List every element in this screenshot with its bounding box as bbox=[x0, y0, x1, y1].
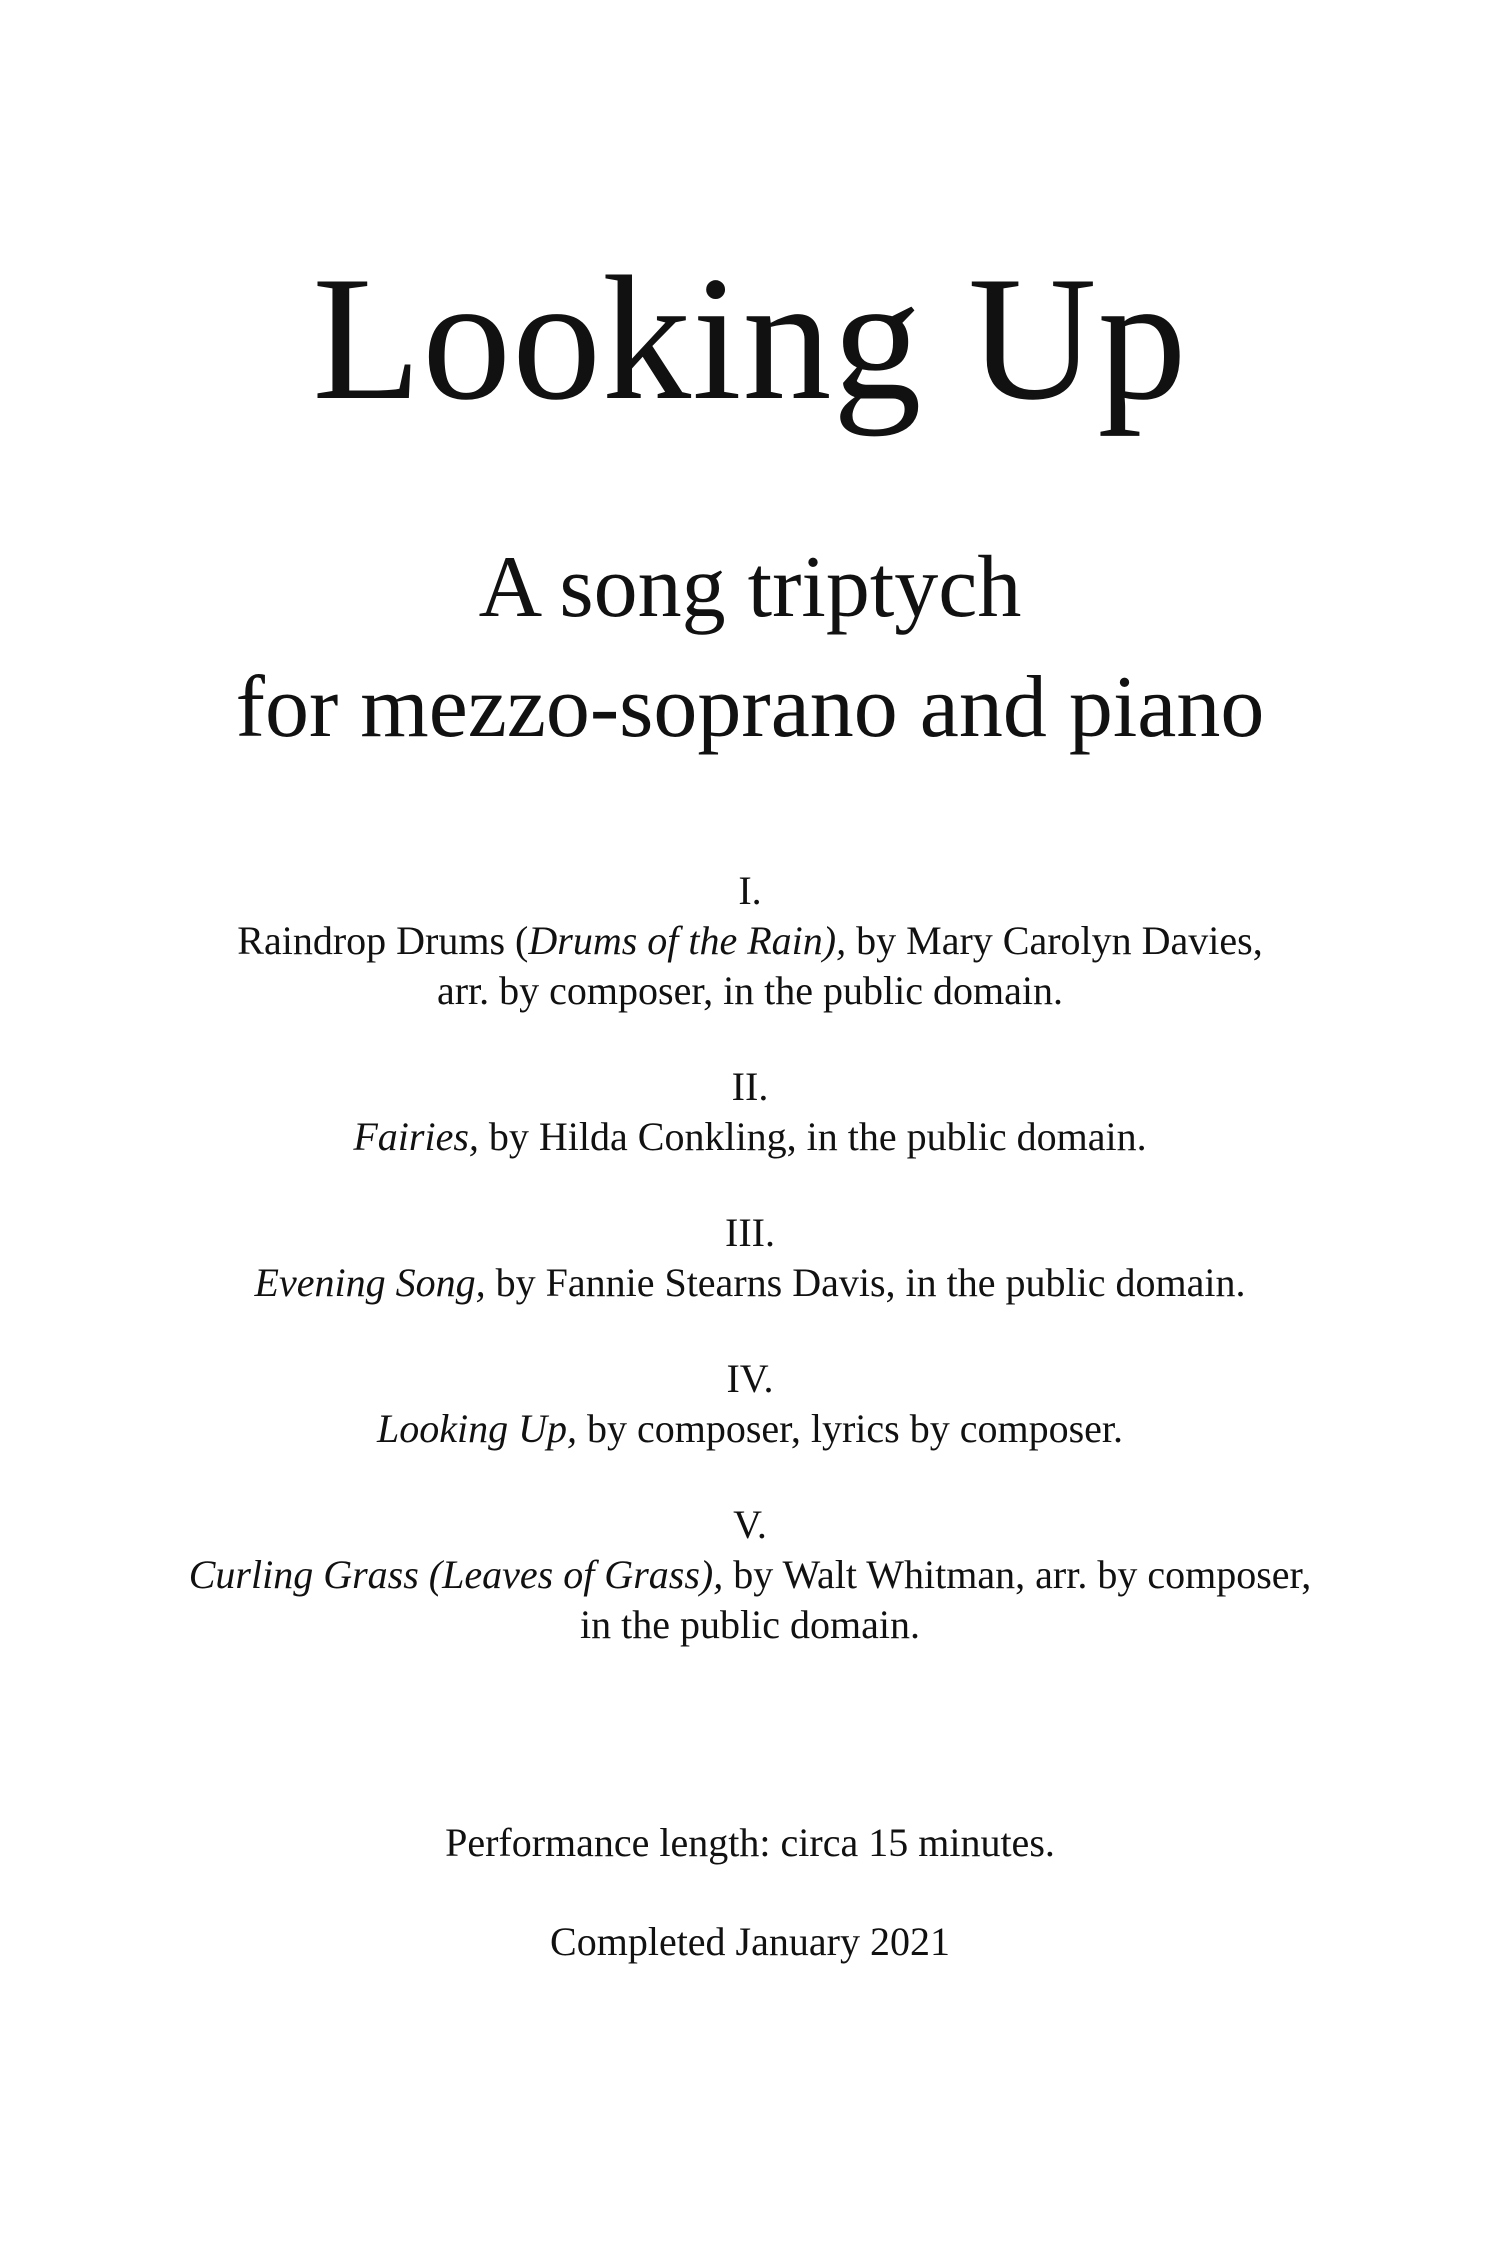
movement-list bbox=[0, 866, 1500, 1696]
movement-numeral: III. bbox=[725, 1210, 775, 1255]
movement-2 bbox=[0, 1062, 1500, 1162]
movement-credit-line bbox=[0, 1404, 1500, 1454]
movement-numeral: II. bbox=[731, 1064, 769, 1109]
movement-4 bbox=[0, 1354, 1500, 1454]
movement-numeral: I. bbox=[738, 868, 762, 913]
movement-numeral: V. bbox=[733, 1502, 767, 1547]
page-title: Looking Up bbox=[312, 239, 1188, 437]
movement-credit-line-2: arr. by composer, in the public domain. bbox=[436, 968, 1064, 1013]
movement-credit-line bbox=[0, 1112, 1500, 1162]
credit-prefix: Raindrop Drums ( bbox=[237, 918, 529, 963]
credit-suffix: by Hilda Conkling, in the public domain. bbox=[478, 1114, 1147, 1159]
movement-credit-line bbox=[0, 1550, 1500, 1600]
poem-title: Fairies, bbox=[353, 1114, 479, 1159]
credit-suffix: by Walt Whitman, arr. by composer, bbox=[723, 1552, 1312, 1597]
poem-title: Looking Up, bbox=[376, 1406, 577, 1451]
poem-title: Curling Grass (Leaves of Grass), bbox=[188, 1552, 724, 1597]
movement-credit-line bbox=[0, 1258, 1500, 1308]
movement-credit-line-2: in the public domain. bbox=[580, 1602, 920, 1647]
movement-1 bbox=[0, 866, 1500, 1016]
credit-suffix: by composer, lyrics by composer. bbox=[576, 1406, 1124, 1451]
poem-title: Evening Song, bbox=[254, 1260, 486, 1305]
performance-length: Performance length: circa 15 minutes. bbox=[445, 1820, 1055, 1865]
subtitle-line-1: A song triptych bbox=[478, 539, 1022, 636]
movement-5 bbox=[0, 1500, 1500, 1650]
movement-3 bbox=[0, 1208, 1500, 1308]
credit-suffix: by Mary Carolyn Davies, bbox=[846, 918, 1263, 963]
completion-date: Completed January 2021 bbox=[550, 1919, 950, 1964]
subtitle-line-2: for mezzo-soprano and piano bbox=[235, 659, 1265, 756]
poem-title: Drums of the Rain), bbox=[528, 918, 847, 963]
credit-suffix: by Fannie Stearns Davis, in the public domain. bbox=[485, 1260, 1246, 1305]
movement-numeral: IV. bbox=[726, 1356, 774, 1401]
movement-credit-line bbox=[0, 916, 1500, 966]
